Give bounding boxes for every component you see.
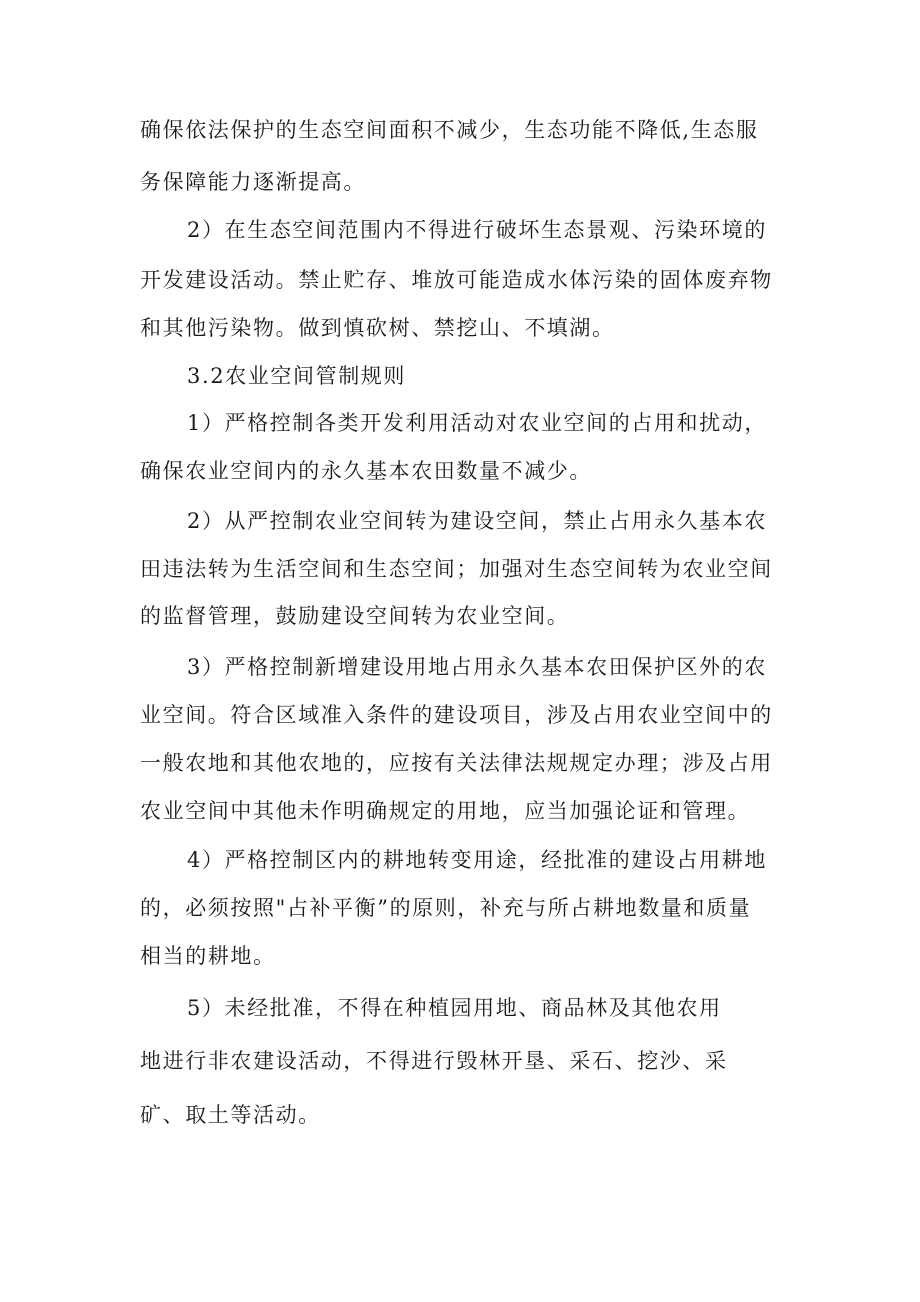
text-line: 确保农业空间内的永久基本农田数量不减少。 bbox=[140, 459, 592, 483]
text-line: 5）未经批准，不得在种植园用地、商品林及其他农用 bbox=[187, 996, 722, 1020]
text-line: 开发建设活动。禁止贮存、堆放可能造成水体污染的固体废弃物 bbox=[140, 268, 773, 292]
text-line: 4）严格控制区内的耕地转变用途，经批准的建设占用耕地 bbox=[187, 848, 767, 872]
text-line: 2）从严控制农业空间转为建设空间，禁止占用永久基本农 bbox=[187, 509, 767, 533]
text-line: 农业空间中其他未作明确规定的用地，应当加强论证和管理。 bbox=[140, 799, 751, 823]
text-line: 务保障能力逐渐提高。 bbox=[140, 170, 366, 194]
section-heading: 3.2农业空间管制规则 bbox=[187, 364, 406, 388]
text-line: 地进行非农建设活动，不得进行毁林开垦、采石、挖沙、采 bbox=[140, 1049, 728, 1073]
text-line: 相当的耕地。 bbox=[140, 944, 276, 968]
text-line: 的监督管理，鼓励建设空间转为农业空间。 bbox=[140, 604, 570, 628]
text-line: 田违法转为生活空间和生态空间；加强对生态空间转为农业空间 bbox=[140, 557, 773, 581]
text-line: 业空间。符合区域准入条件的建设项目，涉及占用农业空间中的 bbox=[140, 703, 773, 727]
text-line: 1）严格控制各类开发利用活动对农业空间的占用和扰动， bbox=[187, 411, 767, 435]
text-line: 2）在生态空间范围内不得进行破坏生态景观、污染环境的 bbox=[187, 218, 767, 242]
text-line: 矿、取土等活动。 bbox=[140, 1103, 321, 1127]
text-line: 和其他污染物。做到慎砍树、禁挖山、不填湖。 bbox=[140, 316, 615, 340]
text-line: 一般农地和其他农地的，应按有关法律法规规定办理；涉及占用 bbox=[140, 751, 773, 775]
text-line: 3）严格控制新增建设用地占用永久基本农田保护区外的农 bbox=[187, 655, 767, 679]
text-line: 确保依法保护的生态空间面积不减少，生态功能不降低,生态服 bbox=[140, 118, 759, 142]
text-line: 的，必须按照"占补平衡”的原则，补充与所占耕地数量和质量 bbox=[140, 896, 752, 920]
